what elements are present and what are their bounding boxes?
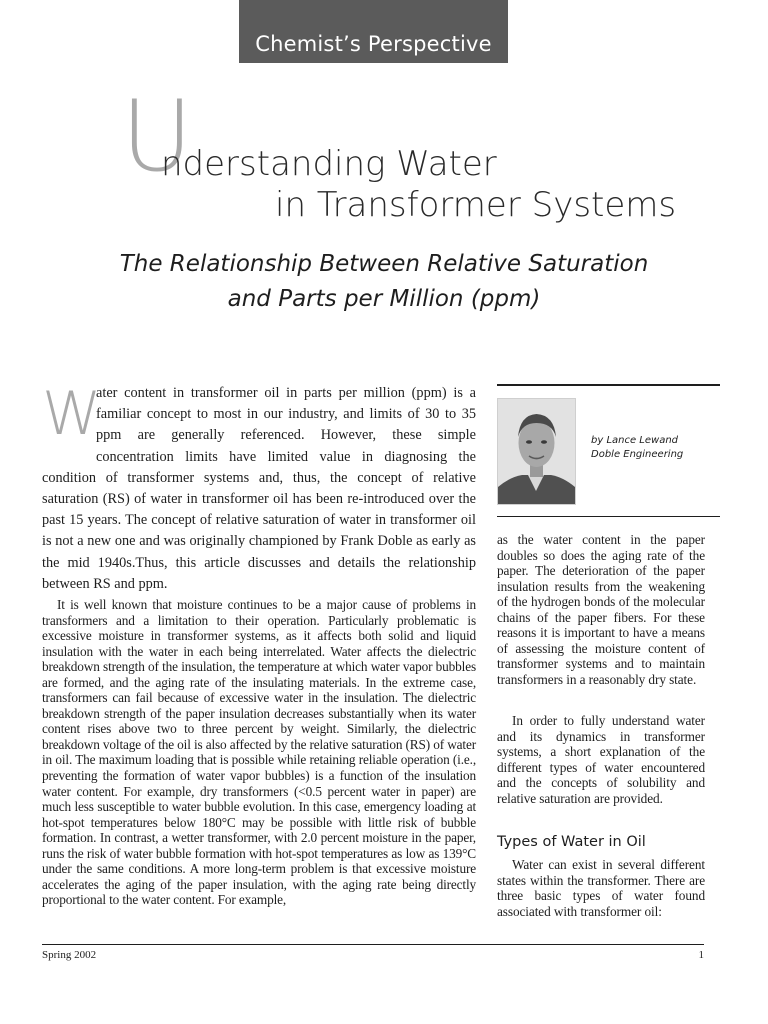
title-drop-cap: U	[121, 80, 191, 194]
section-heading-types-of-water: Types of Water in Oil	[497, 834, 646, 850]
footer-issue: Spring 2002	[42, 949, 97, 961]
author-byline	[591, 434, 721, 462]
author-portrait-illustration	[498, 399, 575, 504]
section-banner	[239, 0, 508, 63]
author-box-top-rule	[497, 384, 720, 386]
author-organization: Doble Engineering	[591, 449, 684, 460]
title-line-1: nderstanding Water	[161, 144, 497, 184]
lead-paragraph	[42, 379, 476, 595]
author-photo	[497, 398, 576, 505]
author-box-bottom-rule	[497, 516, 720, 517]
section-title: Chemist’s Perspective	[255, 32, 492, 56]
footer-page-number: 1	[698, 949, 704, 961]
body-paragraph-left: It is well known that moisture continues to be a major cause of problems in transformers and a limitation to their operation. Particularly problematic is excessive moisture in transformer systems, as it affects both solid and liquid insulation with the water in each being interrelated. Water affects the dielectric breakdown strength of the insulation, the temperature at which water vapor bubbles are formed, and the aging rate of the insulating materials. In the extreme case, transformers can fail because of excessive water in the insulation. The dielectric breakdown strength of the paper insulation decreases substantially when its water content rises above two to three percent by weight. Similarly, the dielectric breakdown voltage of the oil is also affected by the relative saturation (RS) of water in oil. The maximum loading that is possible while retaining reliable operation (i.e., preventing the formation of water vapor bubbles) is a function of the insulation water content. For example, dry transformers (<0.5 percent water in paper) are much less susceptible to water bubble evolution. In this case, emergency loading at hot-spot temperatures below 180°C may be possible with little risk of bubble formation. In contrast, a wetter transformer, with 2.0 percent moisture in the paper, runs the risk of water bubble formation with hot-spot temperatures as low as 139°C under the same conditions. A more long-term problem is that excessive moisture accelerates the aging of the paper insulation, with the aging rate being directly proportional to the water content. For example,	[42, 597, 476, 908]
footer-rule	[42, 944, 704, 945]
title-line-2: in Transformer Systems	[275, 185, 677, 225]
body-paragraph-right-3: Water can exist in several different states within the transformer. There are three basic types of water found associated with transformer oil:	[497, 857, 705, 919]
body-paragraph-right-2: In order to fully understand water and its dynamics in transformer systems, a short explanation of the different types of water encountered and the concepts of solubility and relative saturation are provided.	[497, 713, 705, 806]
author-name: by Lance Lewand	[591, 435, 679, 446]
body-paragraph-right-1: as the water content in the paper doubles so does the aging rate of the paper. The deterioration of the paper insulation results from the weakening of the hydrogen bonds of the molecular chains of the paper fibers. For these reasons it is important to have a means of assessing the moisture content of transformer systems and to maintain transformers in a reasonably dry state.	[497, 532, 705, 687]
subtitle-line-1: The Relationship Between Relative Saturation	[119, 251, 649, 277]
lead-text: ater content in transformer oil in parts per million (ppm) is a familiar concept to most in our industry, and limits of 30 to 35 ppm are generally referenced. However, these simple concentration limits have limited value in diagnosing the condition of transformer systems and, thus, the concept of relative saturation (RS) of water in transformer oil has been re-introduced over the past 15 years. The concept of relative saturation of water in transformer oil is not a new one and was originally championed by Frank Doble as early as the mid 1940s.Thus, this article discusses and details the relationship between RS and ppm.	[42, 385, 476, 592]
lead-drop-cap: W	[42, 379, 102, 449]
article-subtitle	[60, 247, 708, 317]
subtitle-line-2: and Parts per Million (ppm)	[227, 286, 541, 312]
